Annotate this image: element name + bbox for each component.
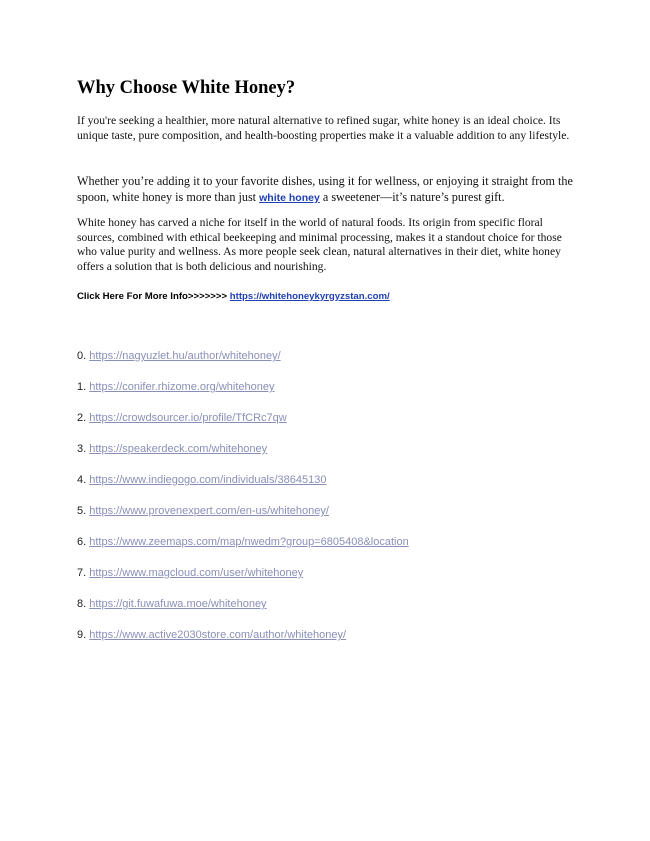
list-item xyxy=(77,442,409,473)
list-item-link[interactable]: https://www.active2030store.com/author/whitehoney/ xyxy=(89,629,347,641)
niche-paragraph: White honey has carved a niche for itself in the world of natural foods. Its origin from specific floral sources, combined with ethical beekeeping and minimal processing, makes it a standout choice for those who value purity and wellness. As more people seek clean, natural alternatives in their diet, white honey offers a solution that is both delicious and nourishing. xyxy=(77,216,562,274)
usage-paragraph-end: a sweetener—it’s nature’s purest gift. xyxy=(319,190,505,204)
list-item-number: 3. xyxy=(77,443,90,455)
list-item-number: 4. xyxy=(77,474,90,486)
list-item xyxy=(77,628,409,659)
list-item xyxy=(77,411,409,442)
link-list xyxy=(77,349,409,659)
list-item-link[interactable]: https://conifer.rhizome.org/whitehoney xyxy=(89,381,275,393)
list-item-link[interactable]: https://www.zeemaps.com/map/nwedm?group=6805408&location xyxy=(89,536,409,548)
list-item-link[interactable]: https://crowdsourcer.io/profile/TfCRc7qw xyxy=(89,412,287,424)
usage-paragraph xyxy=(77,173,587,206)
list-item-link[interactable]: https://git.fuwafuwa.moe/whitehoney xyxy=(89,598,267,610)
list-item-number: 7. xyxy=(77,567,90,579)
usage-paragraph-start: Whether you’re adding it to your favorite dishes, using it for wellness, or enjoying it straight from the spoon, white honey is more than just xyxy=(77,174,573,204)
more-info-line xyxy=(77,291,390,302)
list-item xyxy=(77,349,409,380)
list-item-number: 8. xyxy=(77,598,90,610)
list-item xyxy=(77,504,409,535)
list-item-link[interactable]: https://www.magcloud.com/user/whitehoney xyxy=(89,567,304,579)
list-item-link[interactable]: https://nagyuzlet.hu/author/whitehoney/ xyxy=(89,350,281,362)
list-item-number: 2. xyxy=(77,412,90,424)
list-item-number: 1. xyxy=(77,381,90,393)
page-title: Why Choose White Honey? xyxy=(77,78,296,98)
list-item-number: 0. xyxy=(77,350,90,362)
intro-paragraph: If you're seeking a healthier, more natural alternative to refined sugar, white honey is an ideal choice. Its unique taste, pure composition, and health-boosting properties make it a valuable addition to any lifestyle. xyxy=(77,114,570,142)
list-item-number: 6. xyxy=(77,536,90,548)
list-item xyxy=(77,566,409,597)
list-item xyxy=(77,380,409,411)
list-item-number: 5. xyxy=(77,505,90,517)
list-item-link[interactable]: https://www.provenexpert.com/en-us/whitehoney/ xyxy=(89,505,329,517)
list-item-number: 9. xyxy=(77,629,90,641)
list-item xyxy=(77,535,409,566)
more-info-label: Click Here For More Info>>>>>>> xyxy=(77,291,230,302)
white-honey-link[interactable]: white honey xyxy=(259,192,320,204)
list-item-link[interactable]: https://www.indiegogo.com/individuals/38645130 xyxy=(89,474,327,486)
list-item xyxy=(77,473,409,504)
more-info-link[interactable]: https://whitehoneykyrgyzstan.com/ xyxy=(229,291,390,302)
list-item-link[interactable]: https://speakerdeck.com/whitehoney xyxy=(89,443,268,455)
list-item xyxy=(77,597,409,628)
